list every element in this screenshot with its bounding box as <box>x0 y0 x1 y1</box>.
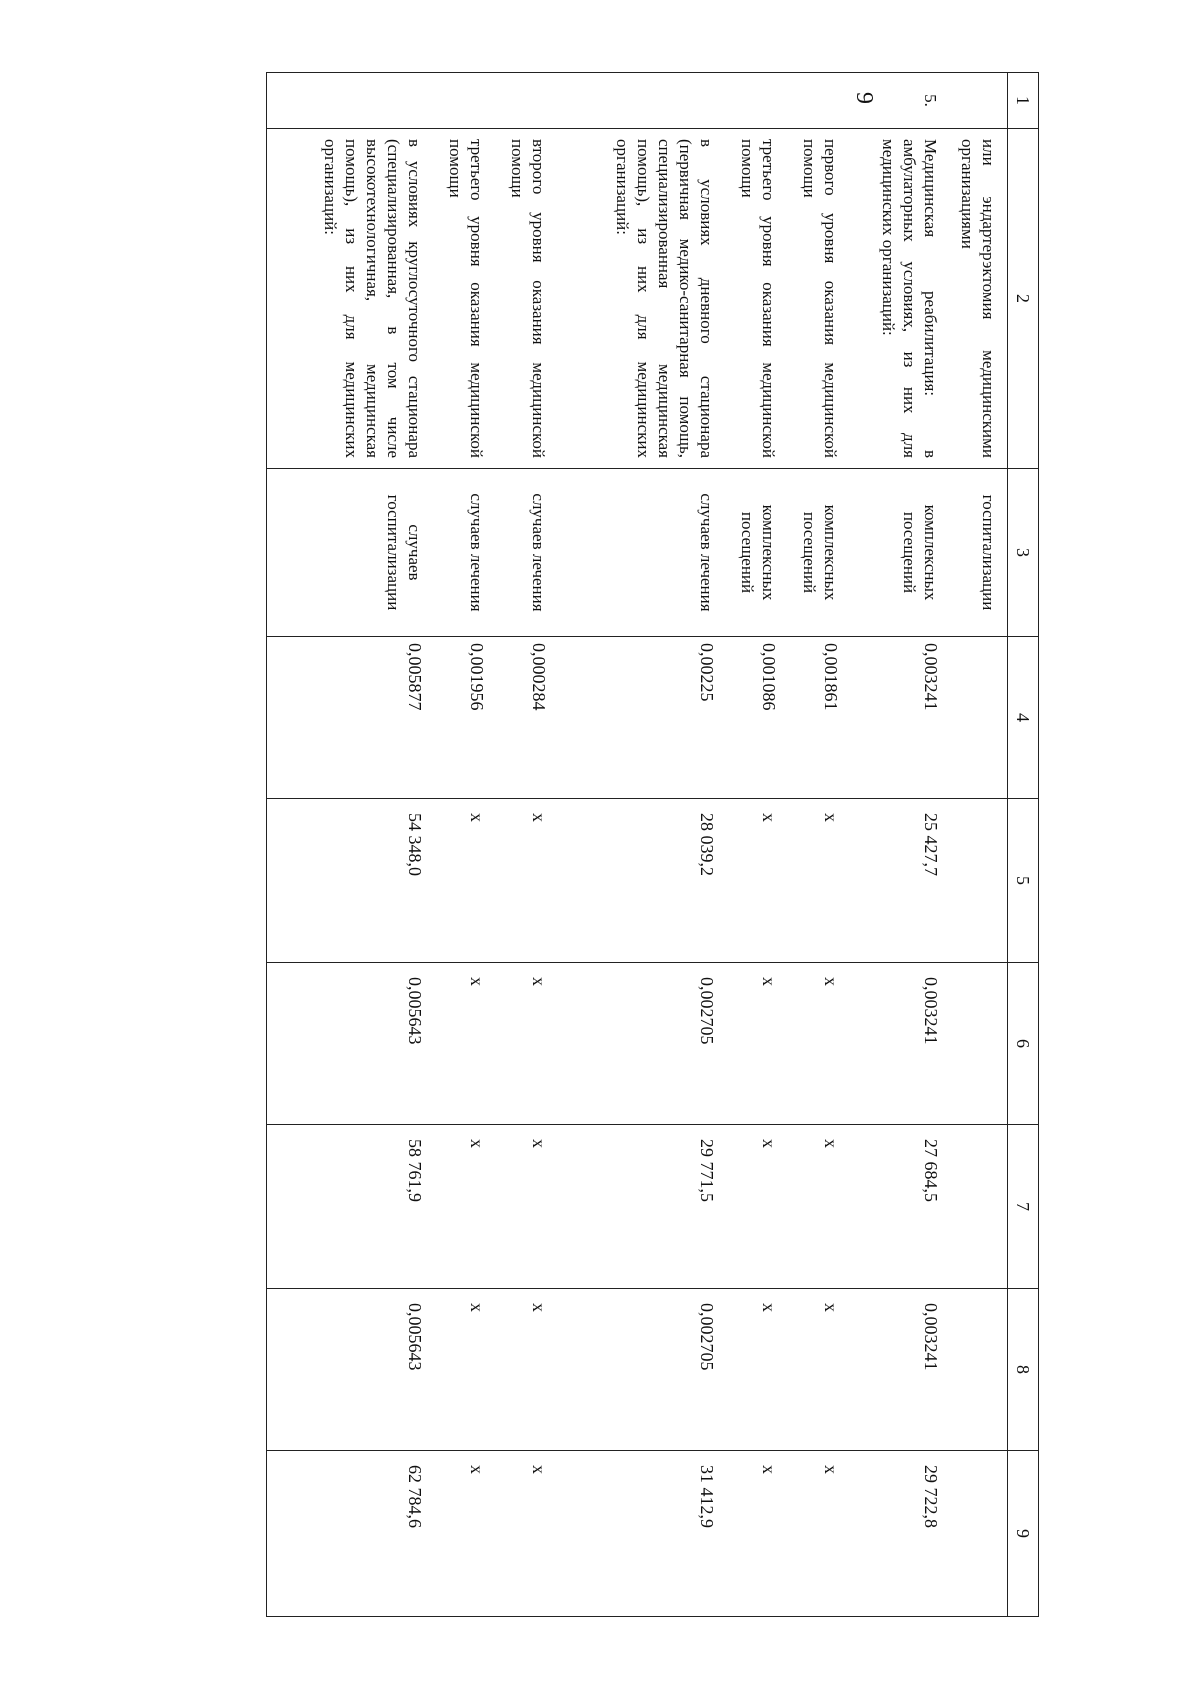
header-col-8: 8 <box>1008 1289 1039 1451</box>
row-number <box>557 73 725 129</box>
cell-col-4: 0,001956 <box>433 637 495 799</box>
cell-col-7: 58 761,9 <box>267 1125 433 1289</box>
table-row <box>849 73 949 1617</box>
row-unit: комплексных посещений <box>787 469 849 637</box>
row-unit: случаев лечения <box>557 469 725 637</box>
cell-col-4: 0,000284 <box>495 637 557 799</box>
cell-col-5: х <box>433 799 495 963</box>
row-number <box>725 73 787 129</box>
cell-col-4: 0,003241 <box>849 637 949 799</box>
cell-col-6: х <box>787 963 849 1125</box>
cell-col-8: 0,003241 <box>849 1289 949 1451</box>
row-unit: случаев лечения <box>495 469 557 637</box>
cell-col-5: х <box>495 799 557 963</box>
table-row <box>433 73 495 1617</box>
row-unit: комплексных посещений <box>725 469 787 637</box>
header-col-7: 7 <box>1008 1125 1039 1289</box>
row-name: второго уровня оказания медицинской помощи <box>495 129 557 469</box>
row-name: Медицинская реабилитация: в амбулаторных условиях, из них для медицинских организаций: <box>849 129 949 469</box>
cell-col-6: 0,003241 <box>849 963 949 1125</box>
cell-col-4 <box>949 637 1008 799</box>
table-row <box>557 73 725 1617</box>
header-col-4: 4 <box>1008 637 1039 799</box>
cell-col-7: х <box>495 1125 557 1289</box>
cell-col-6: х <box>433 963 495 1125</box>
row-name: или эндартерэктомия медицинскими организациями <box>949 129 1008 469</box>
cell-col-8: х <box>433 1289 495 1451</box>
row-name: в условиях круглосуточного стационара (специализированная, в том числе высокотехнологичная, медицинская помощь), из них для медицинских организаций: <box>267 129 433 469</box>
cell-col-6: 0,002705 <box>557 963 725 1125</box>
row-unit: случаев госпитализации <box>267 469 433 637</box>
cell-col-9: 31 412,9 <box>557 1451 725 1617</box>
cell-col-8: 0,002705 <box>557 1289 725 1451</box>
cell-col-9: х <box>495 1451 557 1617</box>
cell-col-7: х <box>433 1125 495 1289</box>
cell-col-8 <box>949 1289 1008 1451</box>
row-name: третьего уровня оказания медицинской помощи <box>433 129 495 469</box>
table-row <box>787 73 849 1617</box>
cell-col-7: х <box>725 1125 787 1289</box>
table-row <box>267 73 433 1617</box>
cell-col-9 <box>949 1451 1008 1617</box>
row-name: первого уровня оказания медицинской помощи <box>787 129 849 469</box>
table-row <box>725 73 787 1617</box>
row-number <box>433 73 495 129</box>
cell-col-7: 27 684,5 <box>849 1125 949 1289</box>
table-row <box>495 73 557 1617</box>
cell-col-8: х <box>495 1289 557 1451</box>
table-row <box>949 73 1008 1617</box>
header-col-9: 9 <box>1008 1451 1039 1617</box>
header-col-2: 2 <box>1008 129 1039 469</box>
cell-col-7: х <box>787 1125 849 1289</box>
cell-col-6: х <box>495 963 557 1125</box>
header-col-6: 6 <box>1008 963 1039 1125</box>
cell-col-5: х <box>725 799 787 963</box>
row-number: 5. <box>849 73 949 129</box>
cell-col-9: 62 784,6 <box>267 1451 433 1617</box>
cell-col-6 <box>949 963 1008 1125</box>
cell-col-6: х <box>725 963 787 1125</box>
cell-col-4: 0,001086 <box>725 637 787 799</box>
row-unit: комплексных посещений <box>849 469 949 637</box>
row-number <box>787 73 849 129</box>
header-col-3: 3 <box>1008 469 1039 637</box>
cell-col-7: 29 771,5 <box>557 1125 725 1289</box>
row-number <box>495 73 557 129</box>
cell-col-5: 28 039,2 <box>557 799 725 963</box>
header-col-5: 5 <box>1008 799 1039 963</box>
cell-col-4: 0,00225 <box>557 637 725 799</box>
row-unit: госпитализации <box>949 469 1008 637</box>
cell-col-4: 0,005877 <box>267 637 433 799</box>
cell-col-9: 29 722,8 <box>849 1451 949 1617</box>
row-number <box>949 73 1008 129</box>
cell-col-8: 0,005643 <box>267 1289 433 1451</box>
header-col-1: 1 <box>1008 73 1039 129</box>
cell-col-6: 0,005643 <box>267 963 433 1125</box>
cell-col-8: х <box>787 1289 849 1451</box>
header-row <box>1008 73 1039 1617</box>
cell-col-9: х <box>787 1451 849 1617</box>
page-number: 9 <box>851 92 877 104</box>
rotated-table-container <box>201 72 1039 1616</box>
cell-col-9: х <box>725 1451 787 1617</box>
row-number <box>267 73 433 129</box>
cell-col-5: х <box>787 799 849 963</box>
row-unit: случаев лечения <box>433 469 495 637</box>
data-table <box>267 72 1040 1617</box>
row-name: третьего уровня оказания медицинской помощи <box>725 129 787 469</box>
cell-col-7 <box>949 1125 1008 1289</box>
cell-col-5: 25 427,7 <box>849 799 949 963</box>
row-name: в условиях дневного стационара (первичная медико-санитарная помощь, специализированная медицинская помощь), из них для медицинских организаций: <box>557 129 725 469</box>
cell-col-4: 0,001861 <box>787 637 849 799</box>
cell-col-9: х <box>433 1451 495 1617</box>
cell-col-5: 54 348,0 <box>267 799 433 963</box>
cell-col-8: х <box>725 1289 787 1451</box>
cell-col-5 <box>949 799 1008 963</box>
